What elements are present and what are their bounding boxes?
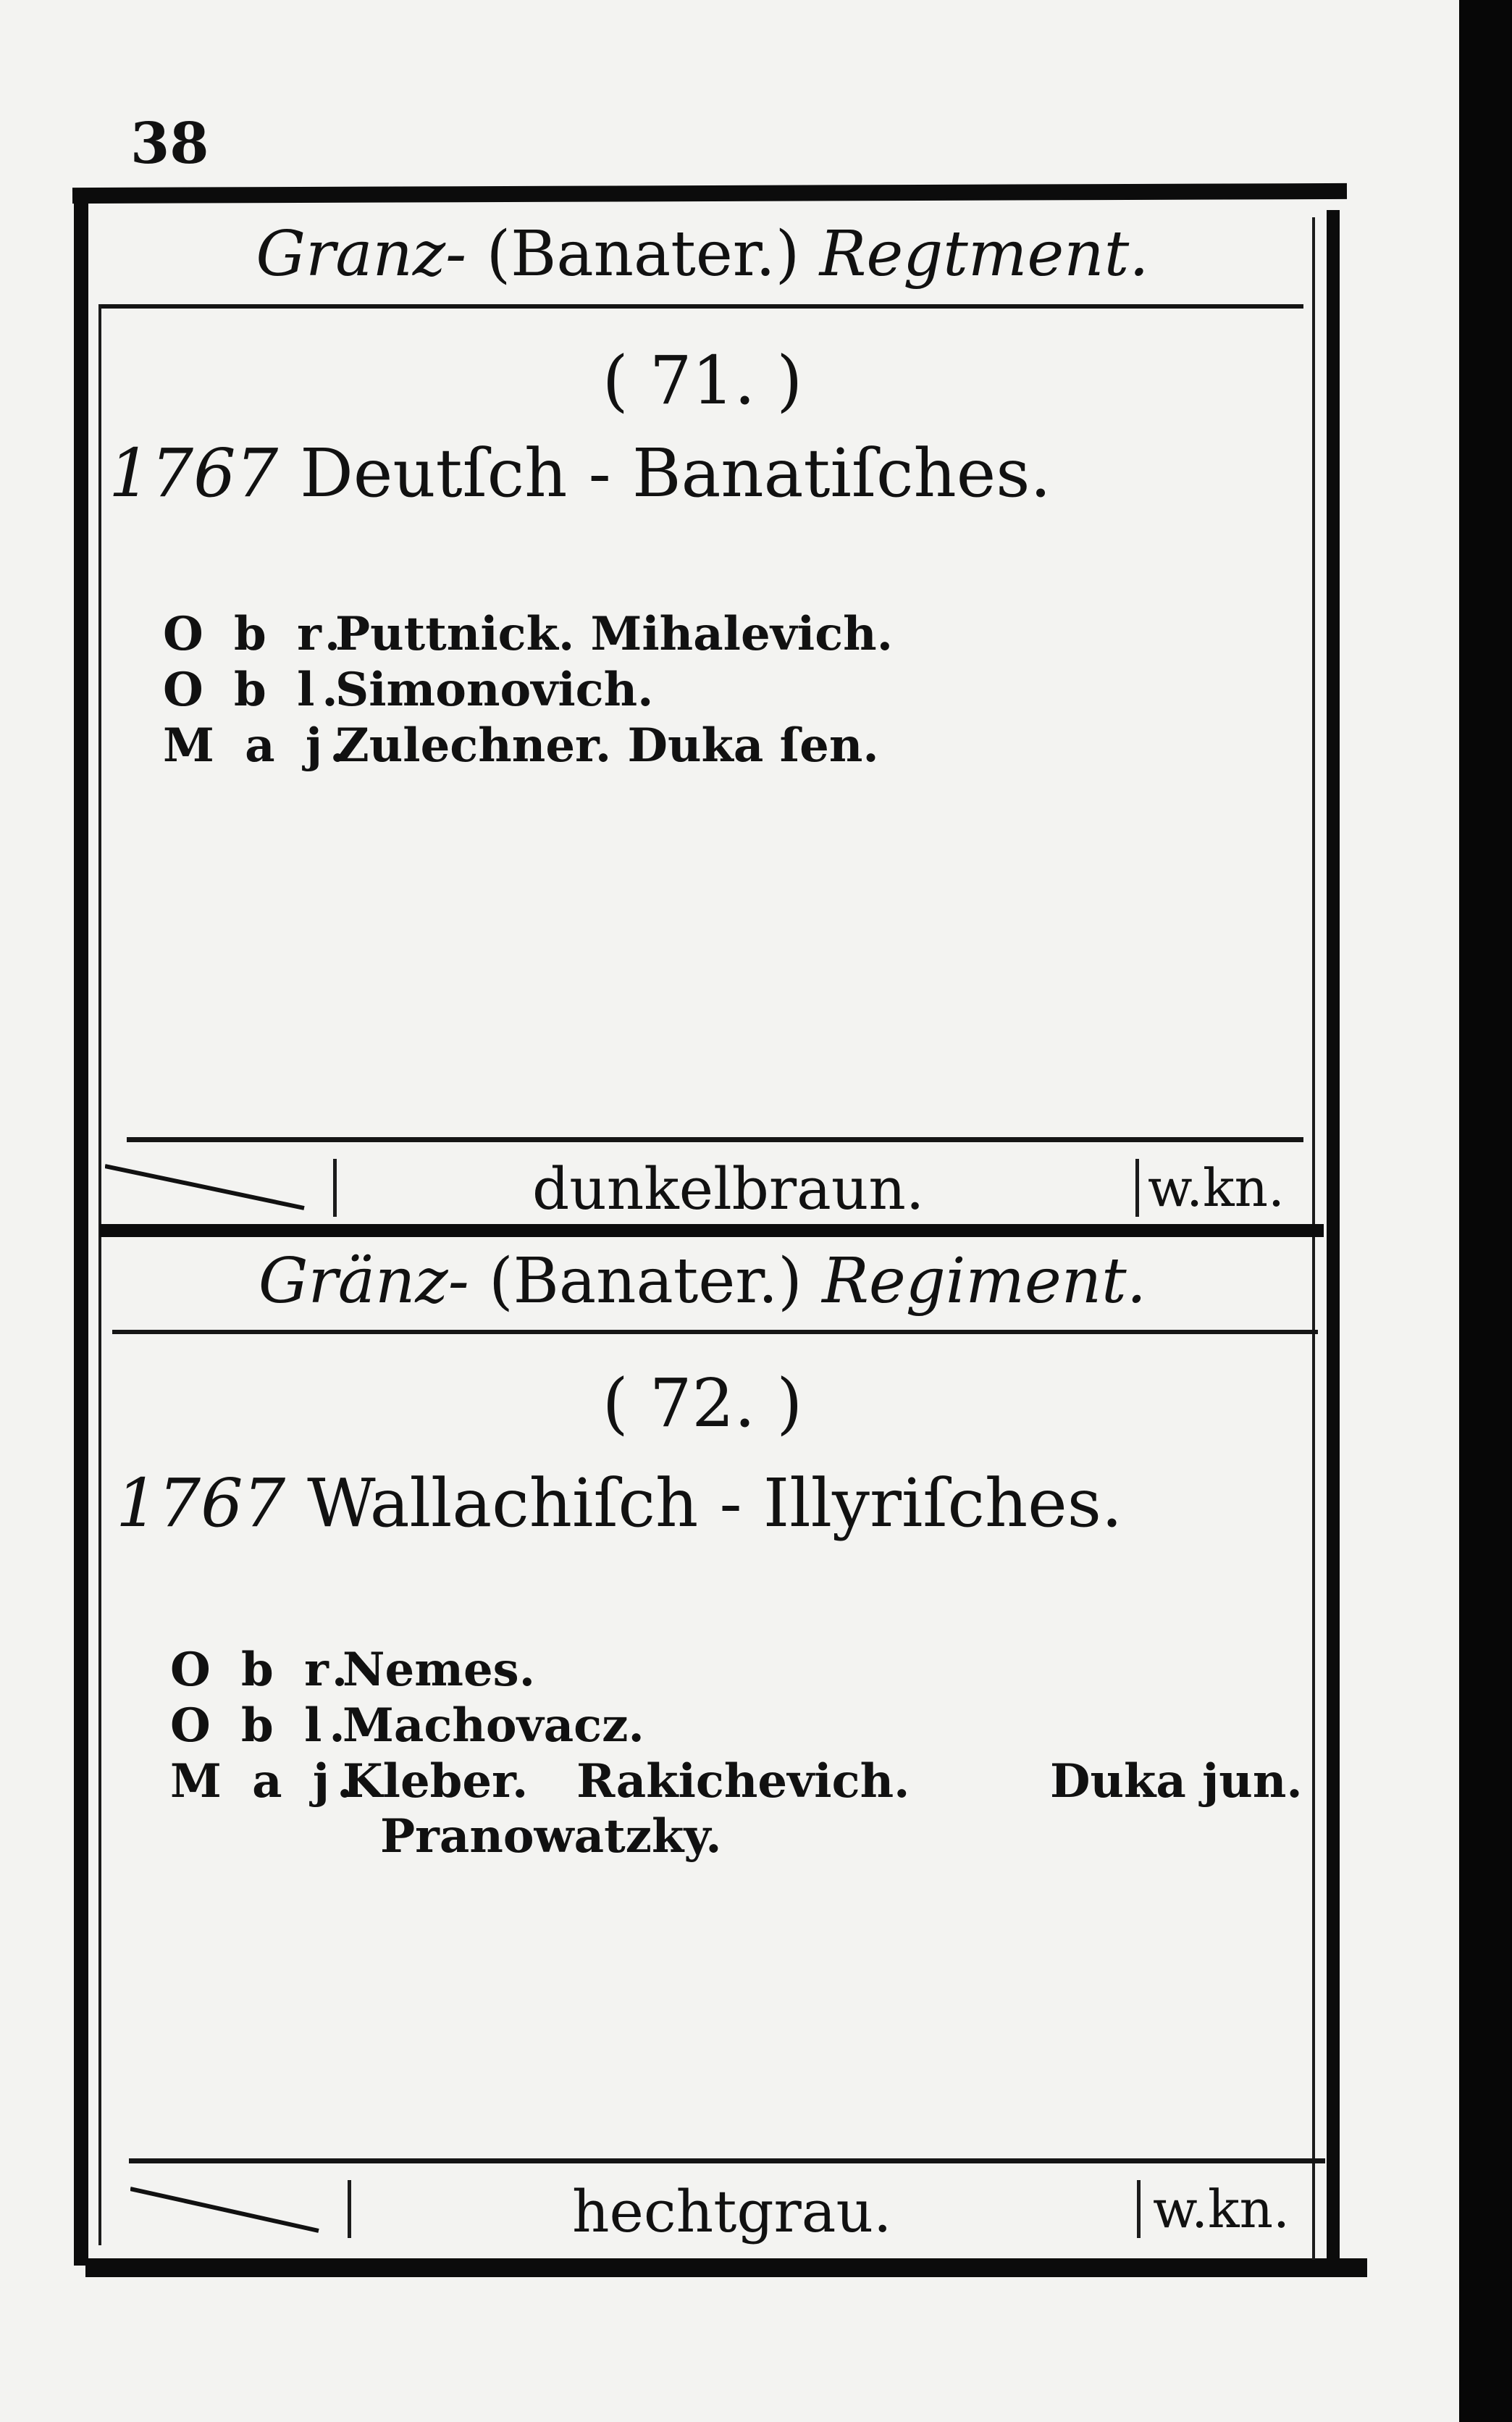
header-regiment-word: Regtment. xyxy=(819,218,1149,290)
regiment-number: ( 72. ) xyxy=(602,1365,803,1442)
bottom-border xyxy=(85,2258,1367,2277)
page-number: 38 xyxy=(130,111,209,177)
officer-names: Pranowatzky. xyxy=(380,1809,722,1864)
section-divider xyxy=(100,1224,1324,1237)
rank-label: M a j. xyxy=(170,1753,361,1809)
founding-year: 1767 xyxy=(116,1464,286,1542)
officer-row xyxy=(170,1643,1322,1698)
header-region: (Banater.) xyxy=(486,218,800,290)
footer-diagonal-mark xyxy=(105,1157,329,1215)
header-type: Granz- xyxy=(256,218,467,290)
regiment-name: Wallachiſch - Illyriſches. xyxy=(307,1464,1123,1542)
page-edge-shadow xyxy=(1459,0,1512,2422)
officer-names-extra: Duka jun. xyxy=(1050,1753,1303,1809)
rank-label: O b r. xyxy=(163,607,348,661)
footer-top-rule xyxy=(129,2158,1325,2163)
regiment-header xyxy=(101,218,1303,290)
rank-label: M a j. xyxy=(163,718,353,773)
rank-label: O b r. xyxy=(170,1643,356,1697)
officer-row xyxy=(163,607,893,663)
header-rule xyxy=(101,304,1303,309)
footer-separator xyxy=(1137,2180,1141,2238)
officer-list xyxy=(170,1643,1322,1865)
footer-diagonal-mark xyxy=(130,2180,355,2238)
officer-names: Simonovich. xyxy=(335,662,654,717)
officer-row xyxy=(163,718,893,774)
officer-row xyxy=(163,663,893,718)
top-border xyxy=(72,183,1347,204)
header-region: (Banater.) xyxy=(489,1245,802,1317)
rank-label: O b l. xyxy=(163,662,345,717)
footer-separator xyxy=(333,1159,337,1217)
officer-names: Kleber. Rakichevich. xyxy=(343,1753,910,1809)
right-border xyxy=(1327,210,1340,2267)
facing-color: hechtgrau. xyxy=(572,2178,892,2245)
regiment-title xyxy=(116,1464,1123,1542)
officer-names: Zulechner. Duka ſen. xyxy=(335,718,879,773)
button-color: w.kn. xyxy=(1148,1157,1285,1218)
footer-top-rule xyxy=(127,1137,1303,1142)
founding-year: 1767 xyxy=(109,435,279,512)
officer-names: Puttnick. Mihalevich. xyxy=(335,607,893,661)
header-rule xyxy=(112,1330,1318,1334)
footer-separator xyxy=(1135,1159,1139,1217)
officer-row xyxy=(170,1809,1322,1865)
rank-label: O b l. xyxy=(170,1698,353,1753)
facing-color: dunkelbraun. xyxy=(532,1155,925,1223)
right-inner-line xyxy=(1312,217,1315,2260)
header-regiment-word: Regiment. xyxy=(822,1245,1147,1317)
officer-row xyxy=(170,1754,1322,1810)
officer-names: Machovacz. xyxy=(343,1698,644,1753)
regiment-header xyxy=(101,1245,1303,1317)
left-border xyxy=(74,194,88,2266)
officer-row xyxy=(170,1698,1322,1754)
header-type: Gränz- xyxy=(258,1245,469,1317)
footer-separator xyxy=(348,2180,351,2238)
regiment-number: ( 71. ) xyxy=(602,342,803,419)
button-color: w.kn. xyxy=(1153,2179,1290,2239)
regiment-title xyxy=(109,435,1051,512)
officer-list xyxy=(163,607,893,774)
regiment-name: Deutſch - Banatiſches. xyxy=(300,435,1051,512)
officer-names: Nemes. xyxy=(343,1643,535,1697)
